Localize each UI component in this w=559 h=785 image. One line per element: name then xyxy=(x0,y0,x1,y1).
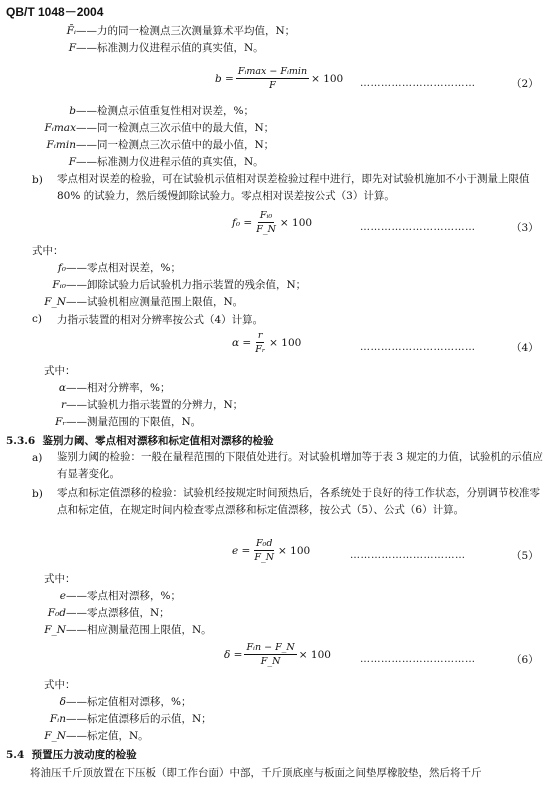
list-marker: b) xyxy=(32,174,43,186)
definition-line: F₀d——零点漂移值，N； xyxy=(47,607,170,619)
section-heading: 5.4 预置压力波动度的检验 xyxy=(6,749,137,761)
section-heading: 5.3.6 鉴别力阈、零点相对漂移和标定值相对漂移的检验 xyxy=(6,435,274,447)
equation-number: （2） xyxy=(511,78,539,90)
paragraph: 将油压千斤顶放置在下压板（即工作台面）中部，千斤顶底座与板面之间垫厚橡胶垫，然后将千斤 xyxy=(30,767,482,779)
definition-line: b——检测点示值重复性相对误差，%； xyxy=(69,105,254,117)
definition-line: r——试验机力指示装置的分辨力，N； xyxy=(60,399,244,411)
equation-dots: …………………………… xyxy=(360,654,476,665)
definition-line: F——标准测力仪进程示值的真实值，N。 xyxy=(68,42,264,54)
definition-line: Fᵢn——标定值漂移后的示值，N； xyxy=(49,713,212,725)
equation-dots: …………………………… xyxy=(360,342,476,353)
definition-line: F̄ᵢ——力的同一检测点三次测量算术平均值，N； xyxy=(66,25,296,37)
equation-dots: …………………………… xyxy=(360,78,476,89)
equation-dots: …………………………… xyxy=(360,222,476,233)
list-marker: b) xyxy=(32,488,43,500)
equation-number: （4） xyxy=(511,342,539,354)
where-label: 式中： xyxy=(32,245,64,257)
paragraph: 力指示装置的相对分辨率按公式（4）计算。 xyxy=(57,314,264,326)
paragraph: 零点相对误差的检验，可在试验机示值相对误差检验过程中进行，即先对试验机施加不小于测量上限值 80% 的试验力，然后缓慢卸除试验力。零点相对误差按公式（3）计算。 xyxy=(57,173,530,202)
definition-line: Fᵣ——测量范围的下限值，N。 xyxy=(55,416,202,428)
equation-dots: …………………………… xyxy=(350,550,466,561)
definition-line: F_N——标定值，N。 xyxy=(44,730,149,742)
where-label: 式中： xyxy=(44,573,76,585)
definition-line: F_N——相应测量范围上限值，N。 xyxy=(44,624,212,636)
equation-number: （6） xyxy=(511,654,539,666)
definition-line: Fᵢmin——同一检测点三次示值中的最小值，N； xyxy=(46,139,275,151)
standard-number-header: QB/T 1048－2004 xyxy=(6,5,104,19)
definition-line: F_N——试验机相应测量范围上限值，N。 xyxy=(44,296,244,308)
definition-line: F——标准测力仪进程示值的真实值，N。 xyxy=(68,156,264,168)
definition-line: f₀——零点相对误差，%； xyxy=(57,262,181,274)
equation-3: f₀ = $\frac{\text{Fᵢ₀}}{F\_N}$ × 100 xyxy=(232,210,313,235)
definition-line: Fᵢ₀——卸除试验力后试验机力指示装置的残余值，N； xyxy=(52,279,307,291)
paragraph: 零点和标定值漂移的检验：试验机经按规定时间预热后，各系统处于良好的待工作状态，分别调节校准零点和标定值，在规定时间内检查零点漂移和标定值漂移，按公式（5）、公式（6）计算。 xyxy=(57,487,540,516)
list-marker: c) xyxy=(32,313,42,325)
equation-number: （5） xyxy=(511,550,539,562)
equation-4: α = $\frac{r}{\text{Fᵣ}}$ × 100 xyxy=(232,330,302,355)
where-label: 式中： xyxy=(44,679,76,691)
paragraph: 鉴别力阈的检验：一般在量程范围的下限值处进行。对试验机增加等于表 3 规定的力值，试验机的示值应有显著变化。 xyxy=(57,451,543,480)
definition-line: α——相对分辨率，%； xyxy=(58,382,171,394)
equation-number: （3） xyxy=(511,222,539,234)
list-marker: a) xyxy=(32,452,43,464)
definition-line: Fᵢmax——同一检测点三次示值中的最大值，N； xyxy=(44,122,275,134)
definition-line: e——零点相对漂移，%； xyxy=(59,590,181,602)
where-label: 式中： xyxy=(44,365,76,377)
equation-2: b = $\frac{\text{Fᵢmax − Fᵢmin}}{F}$ × 100 xyxy=(215,66,344,91)
equation-5: e = $\frac{\text{F₀d}}{F\_N}$ × 100 xyxy=(232,538,311,563)
equation-6: δ = $\frac{\text{Fᵢn − F\_N}}{F\_N}$ × 100 xyxy=(224,642,331,667)
definition-line: δ——标定值相对漂移，%； xyxy=(59,696,192,708)
